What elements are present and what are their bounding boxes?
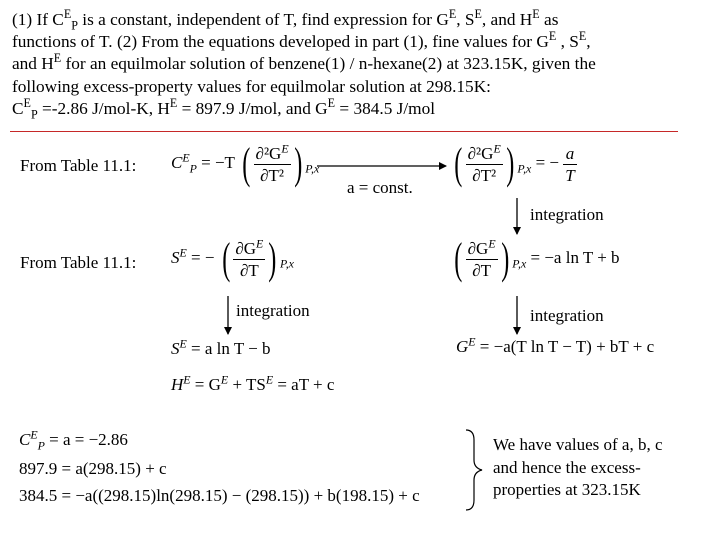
problem-line-5: $C^E_P =-2.86$ J/mol-K, $H^E = 897.9$ J/mol, and $G^E = 384.5$ J/mol (12, 96, 436, 122)
eq-first-derivative: ( $\frac{\partial G^E}{\partial T}$ ) $_{P,x}$ = −a ln T + b (454, 234, 620, 283)
eq-g-value: 384.5 = −a((298.15)ln(298.15) − (298.15)) + b(198.15) + c (19, 486, 420, 505)
eq-cp-value: $C^E_P = a = -2.86$ (19, 427, 128, 453)
from-table-label-2: From Table 11.1: (20, 253, 137, 272)
eq-h-value: 897.9 = a(298.15) + c (19, 459, 167, 478)
note-line-1: We have values of a, b, c (493, 435, 663, 454)
note-line-2: and hence the excess- (493, 457, 641, 477)
integration-label-right-1: integration (530, 205, 604, 224)
problem-line-1: (1) If $C^E_P$ is a constant, independent of T, find expression for $G^E$, $S^E$, and $H^E$ as (12, 7, 559, 33)
eq-g-result: $G^E = -a(T$ ln T − T) + bT + c (456, 334, 655, 356)
right-brace (466, 430, 482, 510)
eq-cp-definition: $C^E_P = -T$ ( $\frac{\partial^2G^E}{\text{∂T²}}$ ) $_{P,x}$ (171, 139, 320, 188)
from-table-label-1: From Table 11.1: (20, 156, 137, 175)
eq-s-definition: $S^E$ = − ( $\frac{\partial G^E}{\partial T}$ ) $_{P,x}$ (171, 234, 294, 283)
integration-label-right-2: integration (530, 306, 604, 325)
eq-s-result: $S^E = a$ ln T − b (171, 336, 271, 358)
problem-line-2: functions of T. (2) From the equations developed in part (1), fine values for $G^E$ , $S^E$, (12, 29, 591, 52)
problem-line-4: following excess-property values for equilmolar solution at 298.15K: (12, 76, 491, 96)
eq-second-derivative: ( $\frac{\partial^2G^E}{\text{∂T²}}$ ) $_{P,x}$ = − $\frac{a}{T}$ (454, 139, 575, 188)
eq-a-constant: a = const. (347, 178, 413, 197)
integration-label-left: integration (236, 301, 310, 320)
note-line-3: properties at 323.15K (493, 480, 641, 499)
problem-line-3: and $H^E$ for an equilmolar solution of benzene(1) / n-hexane(2) at 323.15K, given the (12, 51, 596, 74)
eq-h-result: $H^E = G^E + TS^E$ = aT + c (171, 372, 335, 394)
